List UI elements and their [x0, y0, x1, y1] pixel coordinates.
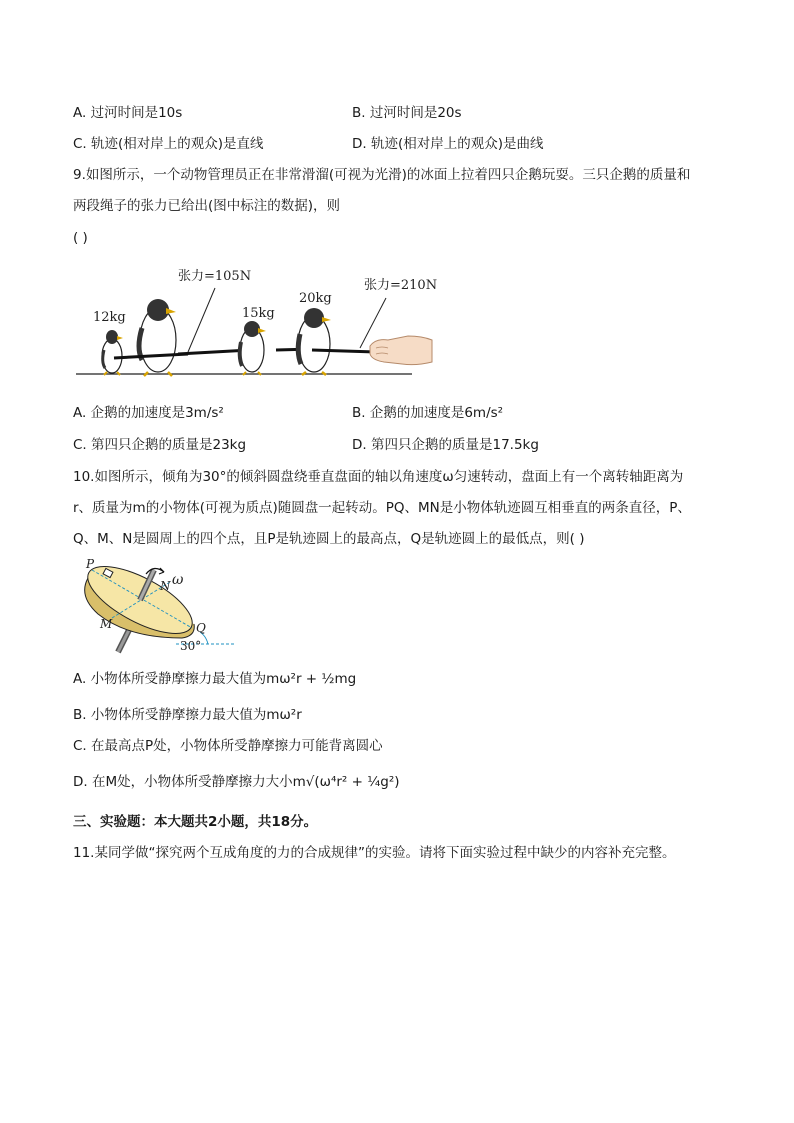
- label-n: N: [160, 579, 171, 593]
- q10-stem-line2: r、质量为m的小物体(可视为质点)随圆盘一起转动。PQ、MN是小物体轨迹圆互相垂直的两条直径，P、: [73, 500, 691, 516]
- label-angle: 30°: [180, 639, 202, 653]
- q9-option-a: A. 企鹅的加速度是3m/s²: [73, 405, 224, 421]
- hand-icon: [370, 336, 432, 365]
- label-q: Q: [196, 621, 206, 635]
- q8-option-d: D. 轨迹(相对岸上的观众)是曲线: [352, 136, 544, 152]
- q9-option-b: B. 企鹅的加速度是6m/s²: [352, 405, 504, 421]
- penguin-3: [240, 321, 266, 375]
- q9-option-d: D. 第四只企鹅的质量是17.5kg: [352, 437, 539, 453]
- q9-answer-paren: ( ): [73, 230, 88, 246]
- penguin-figure: [70, 262, 440, 384]
- q10-option-d: D. 在M处，小物体所受静摩擦力大小m√(ω⁴r² + ¼g²): [73, 774, 400, 790]
- rope-1: [114, 354, 188, 358]
- tension-2-label: 张力=210N: [364, 278, 438, 293]
- label-m: M: [100, 617, 113, 631]
- q10-stem-line3: Q、M、N是圆周上的四个点，且P是轨迹圆上的最高点，Q是轨迹圆上的最低点，则( ): [73, 531, 585, 547]
- q8-option-b: B. 过河时间是20s: [352, 105, 462, 121]
- q10-option-c: C. 在最高点P处，小物体所受静摩擦力可能背离圆心: [73, 738, 383, 754]
- label-p: P: [86, 557, 95, 571]
- q8-option-c: C. 轨迹(相对岸上的观众)是直线: [73, 136, 264, 152]
- q10-option-a: A. 小物体所受静摩擦力最大值为mω²r + ½mg: [73, 671, 357, 687]
- section-3-heading: 三、实验题：本大题共2小题，共18分。: [73, 814, 318, 830]
- q8-option-a: A. 过河时间是10s: [73, 105, 183, 121]
- label-omega: ω: [172, 572, 184, 588]
- penguin-4: [298, 308, 331, 375]
- mass-1-label: 12kg: [93, 310, 126, 325]
- q10-option-b: B. 小物体所受静摩擦力最大值为mω²r: [73, 707, 302, 723]
- mass-4-label: 20kg: [299, 291, 332, 306]
- q9-stem-line2: 两段绳子的张力已给出(图中标注的数据)，则: [73, 198, 341, 214]
- q11-stem: 11.某同学做“探究两个互成角度的力的合成规律”的实验。请将下面实验过程中缺少的内容补充完整。: [73, 845, 676, 861]
- tilted-disk-figure: [78, 556, 238, 656]
- mass-3-label: 15kg: [242, 306, 275, 321]
- penguin-2: [139, 299, 176, 376]
- q9-option-c: C. 第四只企鹅的质量是23kg: [73, 437, 247, 453]
- q9-stem-line1: 9.如图所示，一个动物管理员正在非常滑溜(可视为光滑)的冰面上拉着四只企鹅玩耍。三只企鹅的质量和: [73, 167, 691, 183]
- penguin-1: [102, 330, 123, 375]
- rope-4: [312, 350, 376, 352]
- q10-stem-line1: 10.如图所示，倾角为30°的倾斜圆盘绕垂直盘面的轴以角速度ω匀速转动，盘面上有一个离转轴距离为: [73, 469, 684, 485]
- tension-1-label: 张力=105N: [178, 269, 252, 284]
